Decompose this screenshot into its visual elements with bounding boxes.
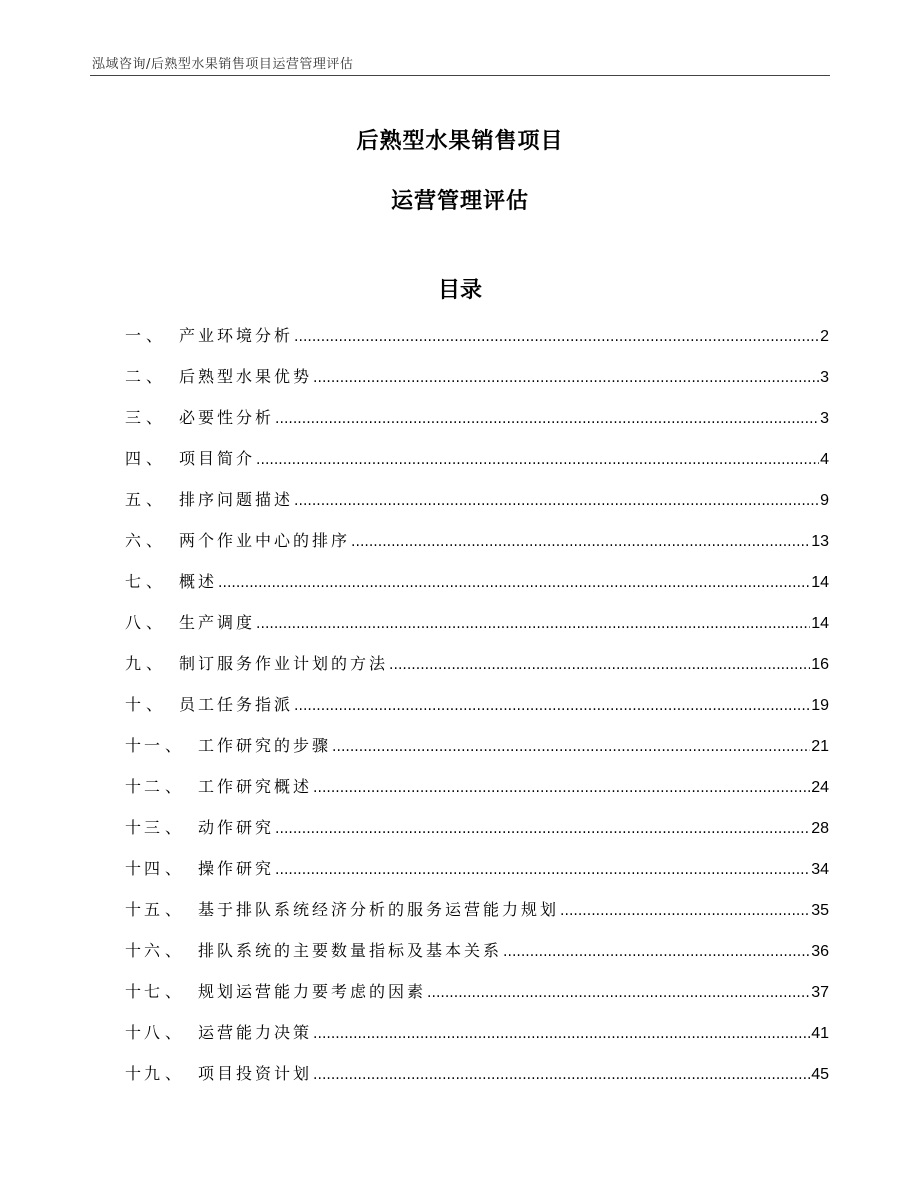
toc-leader-dots bbox=[503, 941, 810, 960]
toc-entry[interactable] bbox=[125, 446, 829, 487]
toc-entry-label: 后熟型水果优势 bbox=[179, 367, 313, 386]
toc-leader-dots bbox=[313, 1023, 810, 1042]
toc-leader-dots bbox=[389, 654, 810, 673]
toc-entry-label: 工作研究概述 bbox=[198, 777, 313, 796]
toc-entry-page-number: 34 bbox=[811, 861, 829, 878]
toc-entry-number: 十 bbox=[125, 695, 145, 714]
toc-entry-label: 概述 bbox=[179, 572, 218, 591]
toc-entry[interactable] bbox=[125, 856, 829, 897]
toc-leader-dots bbox=[275, 818, 810, 837]
toc-entry[interactable] bbox=[125, 1020, 829, 1061]
toc-entry-page-number: 4 bbox=[820, 451, 829, 468]
toc-entry-page-number: 9 bbox=[820, 492, 829, 509]
toc-entry-separator: 、 bbox=[165, 982, 185, 1001]
toc-entry[interactable] bbox=[125, 815, 829, 856]
toc-entry-label: 规划运营能力要考虑的因素 bbox=[198, 982, 427, 1001]
document-title-line-2: 运营管理评估 bbox=[390, 189, 529, 214]
header-divider bbox=[90, 75, 830, 76]
toc-leader-dots bbox=[294, 695, 810, 714]
toc-entry[interactable] bbox=[125, 487, 829, 528]
toc-entry[interactable] bbox=[125, 405, 829, 446]
toc-entry-label: 项目投资计划 bbox=[198, 1064, 313, 1083]
toc-leader-dots bbox=[427, 982, 810, 1001]
toc-entry-separator: 、 bbox=[165, 1023, 185, 1042]
document-title-line-1: 后熟型水果销售项目 bbox=[356, 129, 564, 154]
toc-leader-dots bbox=[256, 449, 819, 468]
toc-entry-separator: 、 bbox=[146, 326, 166, 345]
toc-leader-dots bbox=[351, 531, 810, 550]
toc-entry-number: 十六 bbox=[125, 941, 164, 960]
toc-entry[interactable] bbox=[125, 651, 829, 692]
toc-entry-separator: 、 bbox=[165, 859, 185, 878]
toc-entry-separator: 、 bbox=[165, 777, 185, 796]
toc-entry-number: 四 bbox=[125, 449, 145, 468]
toc-leader-dots bbox=[294, 326, 819, 345]
toc-entry-separator: 、 bbox=[146, 695, 166, 714]
toc-entry-number: 六 bbox=[125, 531, 145, 550]
toc-entry-label: 工作研究的步骤 bbox=[198, 736, 332, 755]
toc-entry-label: 制订服务作业计划的方法 bbox=[179, 654, 389, 673]
toc-entry-separator: 、 bbox=[146, 572, 166, 591]
toc-entry-number: 八 bbox=[125, 613, 145, 632]
toc-entry-separator: 、 bbox=[165, 1064, 185, 1083]
toc-entry-number: 十四 bbox=[125, 859, 164, 878]
toc-entry-separator: 、 bbox=[146, 613, 166, 632]
toc-entry-label: 基于排队系统经济分析的服务运营能力规划 bbox=[198, 900, 560, 919]
toc-entry[interactable] bbox=[125, 528, 829, 569]
toc-leader-dots bbox=[294, 490, 819, 509]
toc-leader-dots bbox=[275, 408, 819, 427]
toc-leader-dots bbox=[256, 613, 810, 632]
toc-entry-page-number: 37 bbox=[811, 984, 829, 1001]
toc-leader-dots bbox=[313, 367, 819, 386]
toc-entry-label: 操作研究 bbox=[198, 859, 275, 878]
toc-entry-number: 二 bbox=[125, 367, 145, 386]
page-header: 泓域咨询/后熟型水果销售项目运营管理评估 bbox=[92, 57, 354, 72]
toc-entry-label: 必要性分析 bbox=[179, 408, 275, 427]
toc-entry-page-number: 28 bbox=[811, 820, 829, 837]
toc-leader-dots bbox=[313, 1064, 810, 1083]
toc-entry-page-number: 3 bbox=[820, 410, 829, 427]
toc-leader-dots bbox=[275, 859, 810, 878]
toc-entry-number: 十三 bbox=[125, 818, 164, 837]
toc-entry[interactable] bbox=[125, 897, 829, 938]
toc-entry-page-number: 14 bbox=[811, 574, 829, 591]
toc-entry-separator: 、 bbox=[165, 736, 185, 755]
toc-entry-number: 一 bbox=[125, 326, 145, 345]
toc-entry-page-number: 45 bbox=[811, 1066, 829, 1083]
toc-entry-page-number: 35 bbox=[811, 902, 829, 919]
toc-entry-separator: 、 bbox=[146, 367, 166, 386]
toc-heading: 目录 bbox=[437, 278, 482, 303]
toc-entry-page-number: 24 bbox=[811, 779, 829, 796]
toc-entry-page-number: 21 bbox=[811, 738, 829, 755]
toc-entry-number: 九 bbox=[125, 654, 145, 673]
toc-entry-number: 十八 bbox=[125, 1023, 164, 1042]
toc-entry-page-number: 19 bbox=[811, 697, 829, 714]
toc-entry-label: 生产调度 bbox=[179, 613, 256, 632]
toc-entry[interactable] bbox=[125, 692, 829, 733]
toc-entry-label: 运营能力决策 bbox=[198, 1023, 313, 1042]
toc-entry[interactable] bbox=[125, 774, 829, 815]
toc-entry-label: 项目简介 bbox=[179, 449, 256, 468]
toc-entry[interactable] bbox=[125, 1061, 829, 1102]
toc-entry-label: 员工任务指派 bbox=[179, 695, 294, 714]
toc-entry-page-number: 16 bbox=[811, 656, 829, 673]
toc-entry-page-number: 3 bbox=[820, 369, 829, 386]
toc-entry-separator: 、 bbox=[165, 818, 185, 837]
toc-entry-number: 三 bbox=[125, 408, 145, 427]
toc-entry-page-number: 36 bbox=[811, 943, 829, 960]
toc-entry[interactable] bbox=[125, 938, 829, 979]
toc-entry-separator: 、 bbox=[146, 654, 166, 673]
toc-entry-separator: 、 bbox=[165, 941, 185, 960]
toc-entry-label: 产业环境分析 bbox=[179, 326, 294, 345]
toc-entry-label: 排队系统的主要数量指标及基本关系 bbox=[198, 941, 503, 960]
toc-entry-page-number: 14 bbox=[811, 615, 829, 632]
toc-entry[interactable] bbox=[125, 610, 829, 651]
toc-entry[interactable] bbox=[125, 733, 829, 774]
table-of-contents bbox=[125, 323, 829, 1102]
toc-entry-page-number: 2 bbox=[820, 328, 829, 345]
toc-entry-page-number: 13 bbox=[811, 533, 829, 550]
toc-entry-label: 排序问题描述 bbox=[179, 490, 294, 509]
toc-entry-label: 动作研究 bbox=[198, 818, 275, 837]
toc-entry-number: 五 bbox=[125, 490, 145, 509]
toc-leader-dots bbox=[560, 900, 810, 919]
toc-entry-separator: 、 bbox=[146, 449, 166, 468]
toc-entry-number: 十二 bbox=[125, 777, 164, 796]
toc-entry-separator: 、 bbox=[146, 490, 166, 509]
toc-leader-dots bbox=[218, 572, 810, 591]
toc-entry-label: 两个作业中心的排序 bbox=[179, 531, 351, 550]
toc-entry-separator: 、 bbox=[146, 531, 166, 550]
toc-entry[interactable] bbox=[125, 569, 829, 610]
toc-entry[interactable] bbox=[125, 323, 829, 364]
toc-entry-number: 七 bbox=[125, 572, 145, 591]
toc-entry-number: 十一 bbox=[125, 736, 164, 755]
toc-leader-dots bbox=[332, 736, 810, 755]
toc-entry-number: 十五 bbox=[125, 900, 164, 919]
toc-entry-number: 十九 bbox=[125, 1064, 164, 1083]
toc-entry-separator: 、 bbox=[146, 408, 166, 427]
toc-entry[interactable] bbox=[125, 364, 829, 405]
toc-entry-number: 十七 bbox=[125, 982, 164, 1001]
toc-entry-page-number: 41 bbox=[811, 1025, 829, 1042]
toc-leader-dots bbox=[313, 777, 810, 796]
toc-entry[interactable] bbox=[125, 979, 829, 1020]
toc-entry-separator: 、 bbox=[165, 900, 185, 919]
